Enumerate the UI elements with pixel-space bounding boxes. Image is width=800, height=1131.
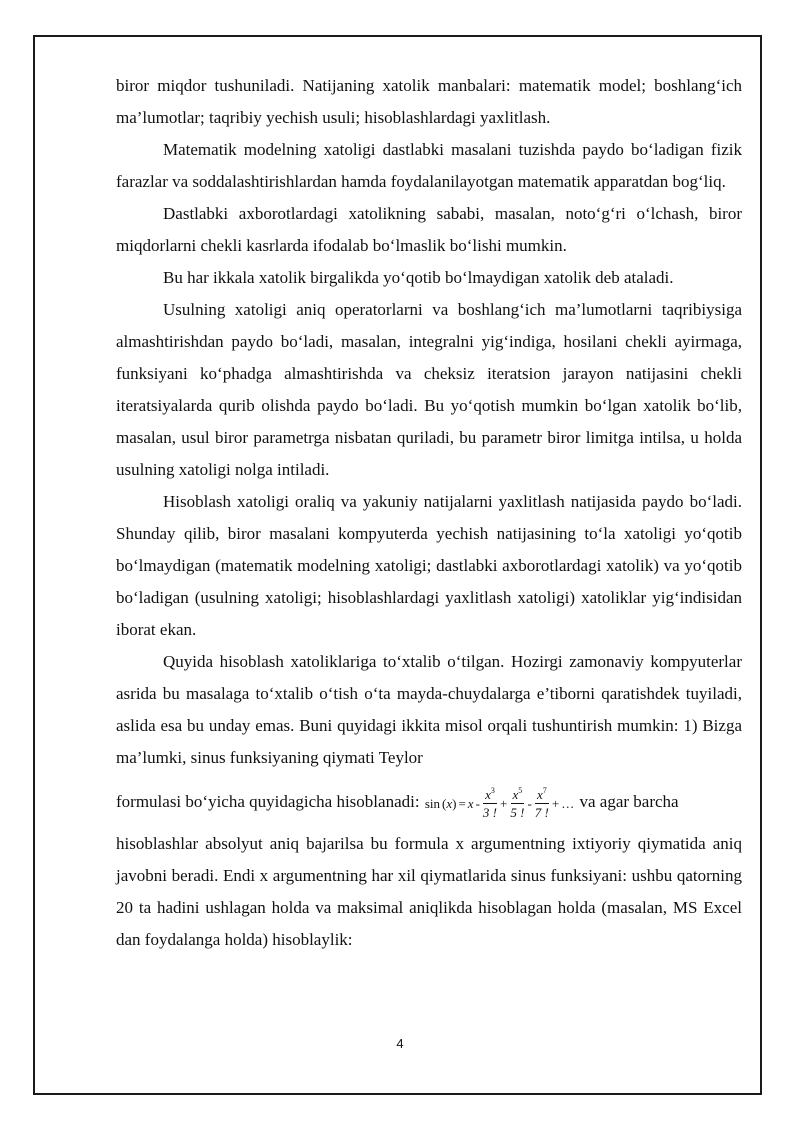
numerator-exponent: 5	[518, 786, 523, 796]
numerator-variable: x	[485, 787, 491, 803]
page-number: 4	[396, 1036, 404, 1051]
formula-minus: -	[475, 795, 480, 811]
paragraph-method-error: Usulning xatoligi aniq operatorlarni va boshlang‘ich ma’lumotlarni taqribiysiga almashtirishdan paydo bo‘ladi, masalan, integralni yig‘indiga, hosilani chekli ayirmaga, funksiyani ko‘phadga almashtirishda va cheksiz iteratsion jarayon natijasini chekli iteratsiyalarda qurib olishda paydo bo‘ladi. Bu yo‘qotish mumkin bo‘lgan xatolik bo‘lib, masalan, usul biror parametrga nisbatan quriladi, bu parametr biror limitga intilsa, u holda usulning xatoligi nolga intiladi.	[116, 300, 742, 479]
fraction-denominator: 5 !	[510, 805, 525, 821]
formula-rparen: )	[452, 795, 457, 811]
formula-plus: +	[500, 795, 508, 811]
formula-lparen: (	[441, 795, 447, 811]
paragraph-model-error: Matematik modelning xatoligi dastlabki masalani tuzishda paydo bo‘ladigan fizik farazlar va soddalashtirishlardan hamda foydalanilayotgan matematik apparatdan bog‘liq.	[116, 140, 742, 191]
paragraph-final: hisoblashlar absolyut aniq bajarilsa bu formula x argumentning ixtiyoriy qiymatida aniq javobni beradi. Endi x argumentning har xil qiymatlarida sinus funksiyani: ushbu qatorning 20 ta hadini ushlagan holda va maksimal aniqlikda hisoblagan holda (masalan, MS Excel dan foydalanga holda) hisoblaylik:	[116, 834, 742, 949]
paragraph-continuation: biror miqdor tushuniladi. Natijaning xatolik manbalari: matematik model; boshlang‘ich ma’lumotlar; taqribiy yechish usuli; hisoblashlardagi yaxlitlash.	[116, 76, 742, 127]
formula-trail-text: va agar barcha	[575, 792, 679, 811]
numerator-exponent: 7	[542, 786, 547, 796]
paragraph-taylor-formula	[116, 774, 742, 830]
numerator-exponent: 3	[490, 786, 495, 796]
formula-term-cubic	[483, 787, 497, 819]
paragraph-computation-error: Hisoblash xatoligi oraliq va yakuniy natijalarni yaxlitlash natijasida paydo bo‘ladi. Shunday qilib, biror masalani kompyuterda yechish natijasining to‘la xatoligi yo‘qotib bo‘lmaydigan (matematik modelning xatoligi; dastlabki axborotlardagi xatolik) va yo‘qotib bo‘ladigan (usulning xatoligi; hisoblashlardagi yaxlitlash xatoligi) xatoliklar yig‘indisidan iborat ekan.	[116, 492, 742, 639]
fraction-numerator	[535, 787, 549, 804]
formula-minus: -	[527, 795, 532, 811]
formula-first-term: x	[467, 795, 474, 811]
formula-ellipsis: …	[561, 795, 575, 811]
paragraph-computation-intro: Quyida hisoblash xatoliklariga to‘xtalib o‘tilgan. Hozirgi zamonaviy kompyuterlar asrida bu masalaga to‘xtalib o‘tish o‘ta mayda-chuydalarga e’tiborni qaratishdek tuyiladi, aslida esa bu unday emas. Buni quyidagi ikkita misol orqali tushuntirish mumkin: 1) Bizga ma’lumki, sinus funksiyaning qiymati Teylor	[116, 652, 742, 767]
paragraph-irreducible-error: Bu har ikkala xatolik birgalikda yo‘qotib bo‘lmaydigan xatolik deb ataladi.	[163, 268, 674, 287]
taylor-sine-formula	[425, 787, 574, 819]
formula-function: sin	[424, 795, 440, 811]
fraction-denominator: 3 !	[482, 805, 498, 821]
numerator-variable: x	[536, 787, 543, 803]
fraction-numerator	[483, 787, 497, 804]
fraction-numerator	[511, 787, 525, 804]
numerator-variable: x	[512, 787, 519, 803]
formula-term-septic	[535, 787, 549, 819]
fraction-denominator: 7 !	[534, 805, 549, 821]
paragraph-initial-data-error: Dastlabki axborotlardagi xatolikning sababi, masalan, noto‘g‘ri o‘lchash, biror miqdorlarni chekli kasrlarda ifodalab bo‘lmaslik bo‘lishi mumkin.	[116, 204, 742, 255]
formula-lead-text: formulasi bo‘yicha quyidagicha hisoblanadi:	[116, 792, 424, 811]
formula-argument: x	[446, 795, 453, 811]
formula-term-quintic	[510, 787, 524, 819]
document-body	[116, 70, 742, 956]
formula-plus: +	[551, 795, 560, 811]
formula-equals: =	[458, 795, 466, 811]
